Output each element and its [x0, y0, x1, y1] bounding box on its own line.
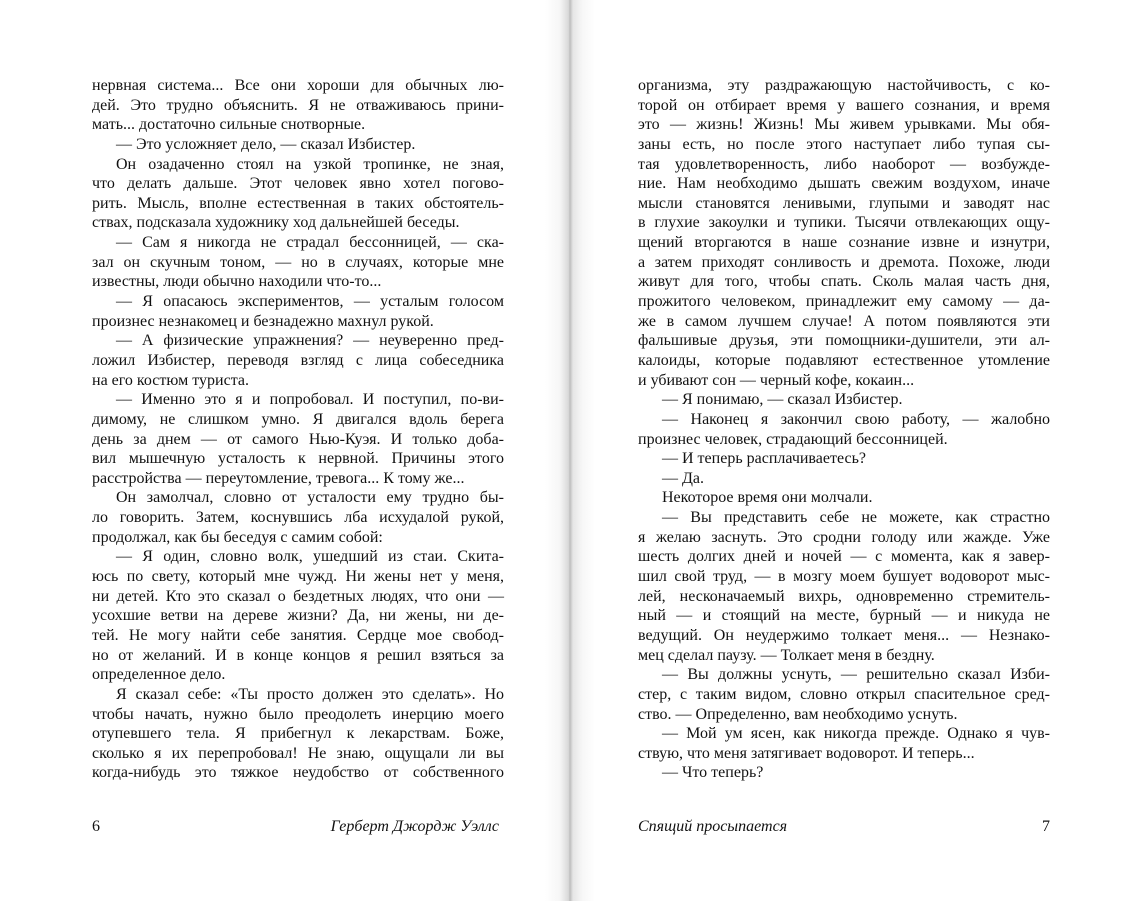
text-line: тая удовлетворенность, либо наоборот — возбужде- [638, 155, 1050, 173]
right-running-head: Спящий просыпается [638, 818, 788, 835]
text-line: известны, люди обычно находили что-то... [92, 273, 382, 291]
text-line: — Вы представить себе не можете, как страстно [662, 509, 1050, 527]
text-line: мысли становятся ленивыми, глупыми и заводят нас [638, 194, 1050, 212]
text-line: и убивают сон — черный кофе, кокаин... [638, 371, 915, 389]
text-line: усохшие ветви на дереве жизни? Да, ни жены, ни де- [92, 607, 504, 625]
text-line: калоиды, которые подавляют естественное утомление [638, 351, 1050, 369]
text-line: — Я понимаю, — сказал Избистер. [662, 391, 903, 409]
text-line: мать... достаточно сильные снотворные. [92, 116, 366, 134]
text-line: прожитого человеком, принадлежит ему самому — да- [638, 293, 1050, 311]
text-line: ствах, подсказала художнику ход дальнейшей беседы. [92, 214, 460, 232]
text-line: — Наконец я закончил свою работу, — жалобно [662, 410, 1050, 428]
text-line: ный — и стоящий на месте, бурный — и никуда не [638, 607, 1050, 625]
text-line: я желаю заснуть. Это сродни голоду или жажде. Уже [638, 528, 1050, 546]
right-page-text [638, 76, 1050, 783]
text-line: тей. Не могу найти себе занятия. Сердце мое свобод- [92, 626, 504, 644]
text-line: мец сделал паузу. — Толкает меня в бездну. [638, 646, 935, 664]
text-line: Я сказал себе: «Ты просто должен это сделать». Но [116, 685, 504, 703]
text-line: — Вы должны уснуть, — решительно сказал Изби- [662, 666, 1050, 684]
text-line: щений вторгаются в наше сознание извне и изнутри, [638, 234, 1050, 252]
text-line: Он замолчал, словно от усталости ему трудно бы- [116, 489, 504, 507]
text-line: что делать дальше. Этот человек явно хотел погово- [92, 175, 504, 193]
text-line: — Мой ум ясен, как никогда прежде. Однако я чув- [662, 725, 1050, 743]
text-line: Он озадаченно стоял на узкой тропинке, не зная, [116, 155, 504, 173]
text-line: продолжал, как бы беседуя с самим собой: [92, 528, 383, 546]
text-line: чтобы начать, нужно было преодолеть инерцию моего [92, 705, 504, 723]
text-line: организма, эту раздражающую настойчивость, с ко- [638, 77, 1050, 94]
text-line: ло говорить. Затем, коснувшись лба исхудалой рукой, [92, 509, 504, 527]
left-page-number: 6 [92, 818, 100, 835]
text-line: юсь по свету, который мне чужд. Ни жены нет у меня, [92, 568, 504, 586]
text-line: же в самом лучшем случае! А потом появляются эти [638, 312, 1050, 330]
left-running-head: Герберт Джордж Уэллс [330, 818, 499, 835]
book-gutter [545, 0, 595, 901]
text-line: Некоторое время они молчали. [662, 489, 873, 507]
text-line: в глухие закоулки и тупики. Тысячи отвлекающих ощу- [638, 214, 1050, 232]
text-line: определенное дело. [92, 666, 226, 684]
text-line: заны есть, но после этого наступает либо тупая сы- [638, 135, 1050, 153]
text-line: — Именно это я и попробовал. И поступил, по-ви- [116, 391, 504, 409]
text-line: шил свой труд, — в мозгу моем бушует водоворот мыс- [638, 568, 1050, 586]
text-line: день за днем — от самого Нью-Куэя. И только доба- [92, 430, 504, 448]
text-line: сколько я их перепробовал! Не знаю, ощущали ли вы [92, 744, 504, 762]
text-line: вил мышечную усталость к нервной. Причины этого [92, 450, 504, 468]
text-line: ство. — Определенно, вам необходимо уснуть. [638, 705, 958, 723]
text-line: ложил Избистер, переводя взгляд с лица собеседника [92, 351, 504, 369]
text-line: произнес человек, страдающий бессонницей. [638, 430, 948, 448]
text-line: — Что теперь? [662, 764, 764, 782]
left-page-text [92, 76, 504, 783]
text-line: ведущий. Он неудержимо толкает меня... — Незнако- [638, 626, 1050, 644]
right-page-number: 7 [1042, 818, 1050, 835]
text-line: на его костюм туриста. [92, 371, 249, 389]
text-line: — Это усложняет дело, — сказал Избистер. [116, 135, 416, 153]
text-line: торой он отбирает время у вашего сознания, и время [638, 96, 1050, 114]
text-line: а затем приходят сонливость и дремота. Похоже, люди [638, 253, 1050, 271]
text-line: лей, несконачаемый вихрь, одновременно стремитель- [638, 587, 1050, 605]
text-line: расстройства — переутомление, тревога... К тому же... [92, 469, 465, 487]
text-line: но от желаний. И в конце концов я решил взяться за [92, 646, 504, 664]
text-line: — И теперь расплачиваетесь? [662, 450, 866, 468]
text-line: зал он скучным тоном, — но в случаях, которые мне [92, 253, 504, 271]
text-line: — Я опасаюсь экспериментов, — усталым голосом [116, 293, 504, 311]
text-line: шесть долгих дней и ночей — с момента, как я завер- [638, 548, 1050, 566]
text-line: дей. Это трудно объяснить. Я не отваживаюсь прини- [92, 96, 504, 114]
text-line: это — жизнь! Жизнь! Мы живем урывками. Мы обя- [638, 116, 1050, 134]
text-line: нервная система... Все они хороши для обычных лю- [92, 77, 504, 94]
text-line: ни детей. Кто это сказал о бездетных людях, что они — [92, 587, 504, 605]
text-line: ние. Нам необходимо дышать свежим воздухом, иначе [638, 175, 1050, 193]
text-line: ствую, что меня затягивает водоворот. И теперь... [638, 744, 975, 762]
text-line: рить. Мысль, вполне естественная в таких обстоятель- [92, 194, 504, 212]
text-line: фальшивые друзья, эти помощники-душители, эти ал- [638, 332, 1050, 350]
text-line: живут для того, чтобы спать. Сколь малая часть дня, [638, 273, 1050, 291]
text-line: — Да. [662, 469, 705, 487]
text-line: произнес незнакомец и безнадежно махнул рукой. [92, 312, 434, 330]
text-line: стер, с таким видом, словно открыл спасительное сред- [638, 685, 1050, 703]
text-line: — Сам я никогда не страдал бессонницей, — ска- [116, 234, 504, 252]
text-line: отупевшего тела. Я прибегнул к лекарствам. Боже, [92, 725, 504, 743]
text-line: когда-нибудь это тяжкое неудобство от собственного [92, 764, 504, 782]
text-line: — А физические упражнения? — неуверенно пред- [116, 332, 504, 350]
text-line: — Я один, словно волк, ушедший из стаи. Скита- [116, 548, 504, 566]
text-line: димому, не слишком умно. Я двигался вдоль берега [92, 410, 504, 428]
